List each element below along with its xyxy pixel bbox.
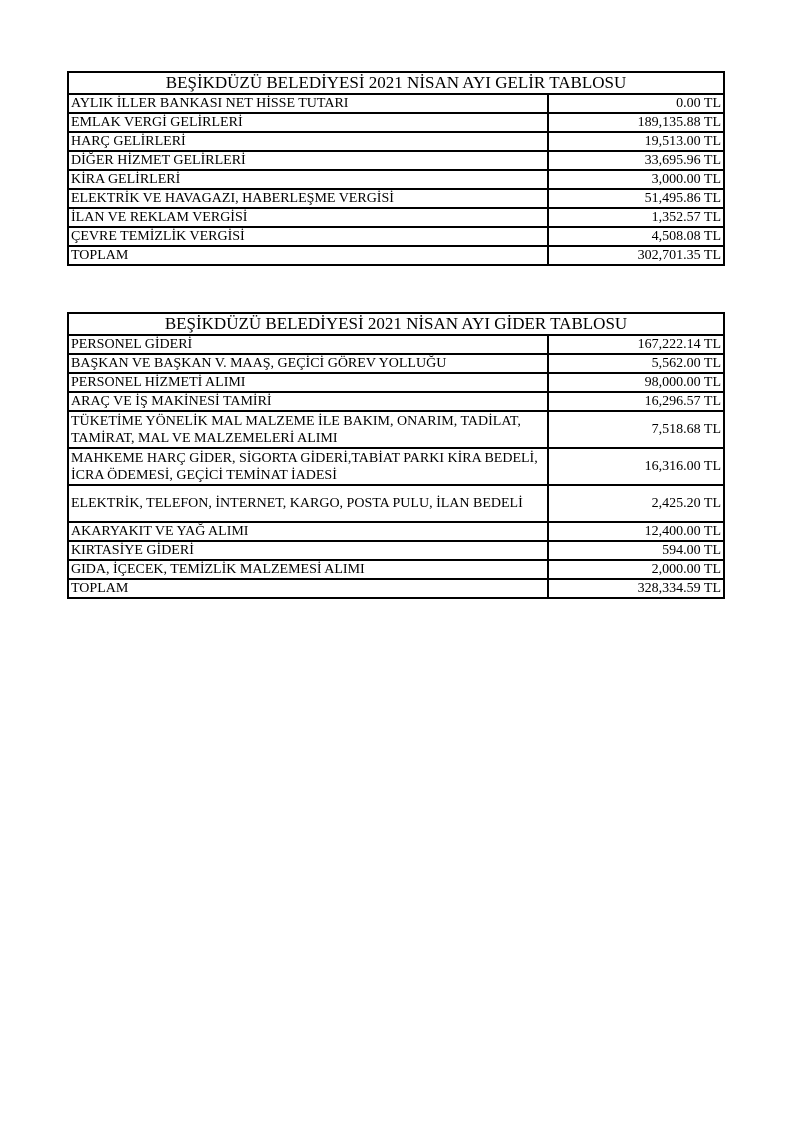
row-label: GIDA, İÇECEK, TEMİZLİK MALZEMESİ ALIMI	[68, 560, 548, 579]
table-row	[68, 335, 724, 354]
row-label: AKARYAKIT VE YAĞ ALIMI	[68, 522, 548, 541]
row-amount: 19,513.00 TL	[548, 132, 724, 151]
row-amount: 51,495.86 TL	[548, 189, 724, 208]
row-label: PERSONEL GİDERİ	[68, 335, 548, 354]
table-row	[68, 392, 724, 411]
row-label: MAHKEME HARÇ GİDER, SİGORTA GİDERİ,TABİAT PARKI KİRA BEDELİ, İCRA ÖDEMESİ, GEÇİCİ TEMİNAT İADESİ	[68, 448, 548, 485]
row-amount: 12,400.00 TL	[548, 522, 724, 541]
table-row	[68, 485, 724, 522]
row-amount: 3,000.00 TL	[548, 170, 724, 189]
table-row	[68, 208, 724, 227]
row-label: EMLAK VERGİ GELİRLERİ	[68, 113, 548, 132]
total-amount: 328,334.59 TL	[548, 579, 724, 598]
row-amount: 16,296.57 TL	[548, 392, 724, 411]
row-label: KİRA GELİRLERİ	[68, 170, 548, 189]
table-row	[68, 113, 724, 132]
row-amount: 1,352.57 TL	[548, 208, 724, 227]
row-amount: 33,695.96 TL	[548, 151, 724, 170]
row-amount: 4,508.08 TL	[548, 227, 724, 246]
row-label: DİĞER HİZMET GELİRLERİ	[68, 151, 548, 170]
table-row	[68, 151, 724, 170]
row-amount: 5,562.00 TL	[548, 354, 724, 373]
row-label: ELEKTRİK, TELEFON, İNTERNET, KARGO, POSTA PULU, İLAN BEDELİ	[68, 485, 548, 522]
row-amount: 167,222.14 TL	[548, 335, 724, 354]
table-row	[68, 94, 724, 113]
total-row	[68, 579, 724, 598]
expense-table	[67, 312, 725, 599]
row-amount: 98,000.00 TL	[548, 373, 724, 392]
total-label: TOPLAM	[68, 246, 548, 265]
table-row	[68, 227, 724, 246]
table-row	[68, 373, 724, 392]
total-label: TOPLAM	[68, 579, 548, 598]
table-row	[68, 132, 724, 151]
row-amount: 594.00 TL	[548, 541, 724, 560]
row-label: ELEKTRİK VE HAVAGAZI, HABERLEŞME VERGİSİ	[68, 189, 548, 208]
row-amount: 7,518.68 TL	[548, 411, 724, 448]
row-label: HARÇ GELİRLERİ	[68, 132, 548, 151]
table-row	[68, 448, 724, 485]
row-label: BAŞKAN VE BAŞKAN V. MAAŞ, GEÇİCİ GÖREV YOLLUĞU	[68, 354, 548, 373]
table-row	[68, 189, 724, 208]
row-label: TÜKETİME YÖNELİK MAL MALZEME İLE BAKIM, ONARIM, TADİLAT, TAMİRAT, MAL VE MALZEMELERİ ALIMI	[68, 411, 548, 448]
row-label: ÇEVRE TEMİZLİK VERGİSİ	[68, 227, 548, 246]
row-amount: 189,135.88 TL	[548, 113, 724, 132]
table-row	[68, 411, 724, 448]
row-amount: 2,425.20 TL	[548, 485, 724, 522]
table-row	[68, 560, 724, 579]
table-title-row	[68, 313, 724, 335]
total-row	[68, 246, 724, 265]
income-table-title: BEŞİKDÜZÜ BELEDİYESİ 2021 NİSAN AYI GELİR TABLOSU	[68, 72, 724, 94]
income-table	[67, 71, 725, 266]
expense-table-title: BEŞİKDÜZÜ BELEDİYESİ 2021 NİSAN AYI GİDER TABLOSU	[68, 313, 724, 335]
row-label: PERSONEL HİZMETİ ALIMI	[68, 373, 548, 392]
row-amount: 2,000.00 TL	[548, 560, 724, 579]
table-row	[68, 170, 724, 189]
table-title-row	[68, 72, 724, 94]
total-amount: 302,701.35 TL	[548, 246, 724, 265]
row-label: İLAN VE REKLAM VERGİSİ	[68, 208, 548, 227]
table-row	[68, 541, 724, 560]
row-amount: 16,316.00 TL	[548, 448, 724, 485]
table-row	[68, 354, 724, 373]
row-amount: 0.00 TL	[548, 94, 724, 113]
row-label: AYLIK İLLER BANKASI NET HİSSE TUTARI	[68, 94, 548, 113]
table-row	[68, 522, 724, 541]
row-label: ARAÇ VE İŞ MAKİNESİ TAMİRİ	[68, 392, 548, 411]
row-label: KIRTASİYE GİDERİ	[68, 541, 548, 560]
